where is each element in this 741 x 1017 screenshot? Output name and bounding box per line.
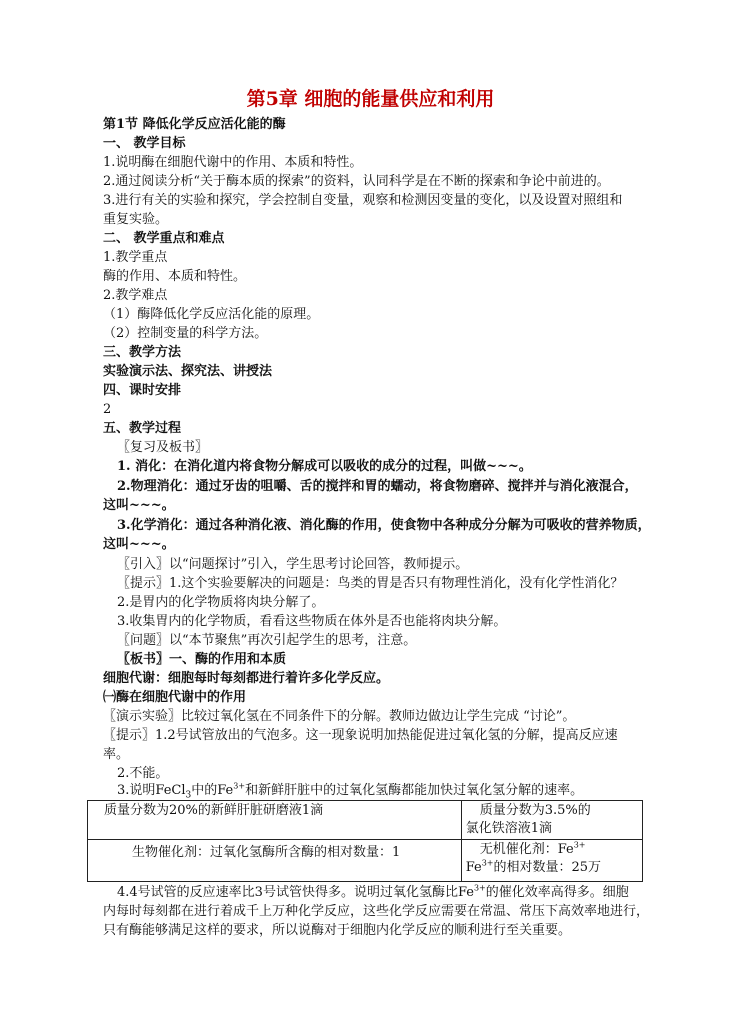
difficulty-2: （2）控制变量的科学方法。 — [103, 326, 268, 341]
table-row — [88, 801, 643, 840]
heading-methods: 三、教学方法 — [103, 345, 182, 360]
point-digestion: 1. 消化：在消化道内将食物分解成可以吸收的成分的过程，叫做~~~。 — [117, 459, 532, 474]
review-label: 〖复习及板书〗 — [117, 440, 209, 455]
point-chemical-line2: 这叫~~~。 — [103, 537, 175, 552]
tip-1-line2: 率。 — [103, 747, 130, 762]
goal-1: 1.说明酶在细胞代谢中的作用、本质和特性。 — [103, 155, 363, 170]
question-text: 〖问题〗以“本节聚焦”再次引起学生的思考，注意。 — [117, 633, 417, 648]
metabolism-definition: 细胞代谢：细胞每时每刻都进行着许多化学反应。 — [103, 671, 390, 686]
methods-text: 实验演示法、探究法、讲授法 — [103, 364, 273, 379]
intro-text: 〖引入〗以“问题探讨”引入，学生思考讨论回答，教师提示。 — [117, 557, 469, 572]
tip-2: 2.不能。 — [117, 766, 169, 781]
point-4-line2: 内每时每刻都在进行着成千上万种化学反应，这些化学反应需要在常温、常压下高效率地进行， — [103, 904, 650, 919]
chapter-title: 第5章 细胞的能量供应和利用 — [246, 88, 495, 110]
hint-2: 2.是胃内的化学物质将肉块分解了。 — [117, 595, 325, 610]
goal-3-line1: 3.进行有关的实验和探究，学会控制自变量，观察和检测因变量的变化，以及设置对照组和 — [103, 193, 623, 208]
schedule-hours: 2 — [103, 402, 112, 417]
tip-1-line1: 〖提示〗1.2号试管放出的气泡多。这一现象说明加热能促进过氧化氢的分解，提高反应速 — [103, 728, 618, 743]
goal-3-line2: 重复实验。 — [103, 212, 169, 227]
point-physical-line2: 这叫~~~。 — [103, 498, 175, 513]
difficulty-1: （1）酶降低化学反应活化能的原理。 — [103, 307, 320, 322]
hint-1: 〖提示〗1.这个实验要解决的问题是：鸟类的胃是否只有物理性消化，没有化学性消化？ — [117, 576, 624, 591]
point-physical-line1: 2.物理消化：通过牙齿的咀嚼、舌的搅拌和胃的蠕动，将食物磨碎、搅拌并与消化液混合， — [117, 479, 638, 494]
difficulty-label: 2.教学难点 — [103, 288, 168, 303]
goal-2: 2.通过阅读分析“关于酶本质的探索”的资料，认同科学是在不断的探索和争论中前进的。 — [103, 174, 610, 189]
hint-3: 3.收集胃内的化学物质，看看这些物质在体外是否也能将肉块分解。 — [117, 614, 507, 629]
subheading-enzyme-role: ㈠酶在细胞代谢中的作用 — [103, 690, 247, 705]
heading-schedule: 四、课时安排 — [103, 383, 182, 398]
key-point-label: 1.教学重点 — [103, 250, 168, 265]
table-cell: 生物催化剂：过氧化氢酶所含酶的相对数量：1 — [88, 840, 462, 882]
board-heading: 〖板书〗一、酶的作用和本质 — [117, 652, 287, 667]
section-title: 第1节 降低化学反应活化能的酶 — [103, 117, 286, 132]
table-cell: 质量分数为20%的新鲜肝脏研磨液1滴 — [88, 801, 462, 840]
demo-experiment: 〖演示实验〗比较过氧化氢在不同条件下的分解。教师边做边让学生完成 “讨论”。 — [103, 709, 576, 724]
heading-key-points: 二、 教学重点和难点 — [103, 231, 225, 246]
table-row — [88, 840, 643, 882]
catalyst-comparison-table — [87, 800, 643, 882]
point-4-line3: 只有酶能够满足这样的要求，所以说酶对于细胞内化学反应的顺利进行至关重要。 — [103, 923, 572, 938]
table-cell: 无机催化剂：$Fe^{3+}$ $Fe^{3+}$的相对数量：25万 — [461, 840, 642, 882]
table-cell: 质量分数为3.5%的 氯化铁溶液1滴 — [461, 801, 642, 840]
point-4-line1: 4.4号试管的反应速率比3号试管快得多。说明过氧化氢酶比$Fe^{3+}$的催化效率高得多。细胞 — [117, 883, 629, 900]
heading-process: 五、教学过程 — [103, 421, 182, 436]
heading-goals: 一、 教学目标 — [103, 136, 186, 151]
tip-3: 3.说明FeCl$_3$中的$Fe^{3+}$和新鲜肝脏中的过氧化氢酶都能加快过氧化氢分解的速率。 — [117, 781, 584, 801]
point-chemical-line1: 3.化学消化：通过各种消化液、消化酶的作用，使食物中各种成分分解为可吸收的营养物质， — [117, 518, 651, 533]
key-point-text: 酶的作用、本质和特性。 — [103, 269, 247, 284]
